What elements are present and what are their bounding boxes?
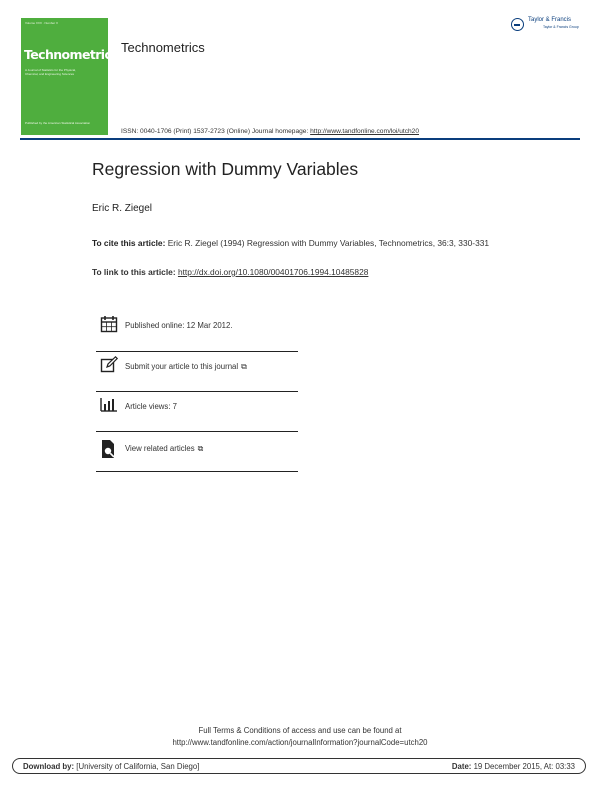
article-views-label: Article views: 7 bbox=[125, 402, 177, 411]
download-info-bar bbox=[12, 758, 586, 774]
citation-text: Eric R. Ziegel (1994) Regression with Dummy Variables, Technometrics, 36:3, 330-331 bbox=[167, 238, 490, 248]
header-divider bbox=[20, 138, 580, 140]
download-by-value: [University of California, San Diego] bbox=[76, 762, 200, 771]
external-link-icon: ⧉ bbox=[241, 362, 247, 371]
submit-article-row[interactable] bbox=[96, 352, 298, 392]
download-date-value: 19 December 2015, At: 03:33 bbox=[473, 762, 575, 771]
terms-link[interactable]: http://www.tandfonline.com/action/journalInformation?journalCode=utch20 bbox=[172, 738, 428, 747]
terms-line: Full Terms & Conditions of access and use can be found at bbox=[198, 726, 402, 735]
cover-subtitle: A Journal of Statistics for the Physical, Chemical, and Engineering Sciences bbox=[25, 68, 76, 76]
download-by bbox=[23, 762, 199, 771]
bar-chart-icon bbox=[100, 398, 118, 416]
edit-icon bbox=[100, 356, 118, 374]
related-articles-label[interactable] bbox=[125, 444, 203, 454]
journal-homepage-link[interactable]: http://www.tandfonline.com/loi/utch20 bbox=[310, 128, 419, 135]
publisher-logo-name: Taylor & Francis bbox=[528, 17, 572, 23]
publisher-logo-sub: Taylor & Francis Group bbox=[543, 25, 579, 29]
article-author: Eric R. Ziegel bbox=[92, 203, 153, 214]
calendar-icon bbox=[100, 315, 118, 333]
search-document-icon bbox=[100, 439, 118, 457]
article-views-row bbox=[96, 392, 298, 432]
doi-link[interactable]: http://dx.doi.org/10.1080/00401706.1994.10485828 bbox=[177, 267, 369, 277]
issn-text: ISSN: 0040-1706 (Print) 1537-2723 (Online) Journal homepage: bbox=[121, 128, 311, 135]
related-articles-row[interactable] bbox=[96, 432, 298, 472]
terms-block bbox=[0, 725, 600, 749]
journal-title: Technometrics bbox=[121, 40, 205, 55]
published-online-row bbox=[96, 312, 298, 352]
issn-line bbox=[121, 128, 419, 135]
publisher-logo-icon bbox=[511, 18, 524, 31]
doi-link-label: To link to this article: bbox=[92, 267, 178, 277]
submit-article-label[interactable] bbox=[125, 362, 247, 372]
published-online-label: Published online: 12 Mar 2012. bbox=[125, 321, 233, 330]
cover-title: Technometrics bbox=[24, 47, 119, 62]
citation-label: To cite this article: bbox=[92, 238, 166, 248]
download-date bbox=[452, 762, 575, 771]
info-row-divider bbox=[96, 471, 298, 472]
publisher-logo[interactable] bbox=[511, 16, 583, 36]
journal-cover-image bbox=[21, 18, 119, 135]
download-by-label: Download by: bbox=[23, 762, 75, 771]
citation-block bbox=[92, 237, 532, 249]
related-articles-text[interactable]: View related articles bbox=[125, 444, 195, 453]
download-date-label: Date: bbox=[451, 762, 472, 771]
doi-link-line bbox=[92, 267, 368, 277]
cover-publisher-text: Published by the American Statistical Association bbox=[25, 121, 91, 125]
external-link-icon: ⧉ bbox=[197, 444, 204, 453]
submit-article-text[interactable]: Submit your article to this journal bbox=[125, 362, 239, 371]
article-title: Regression with Dummy Variables bbox=[92, 159, 359, 179]
cover-volume-text: Volume XXX · Number X bbox=[25, 21, 59, 25]
